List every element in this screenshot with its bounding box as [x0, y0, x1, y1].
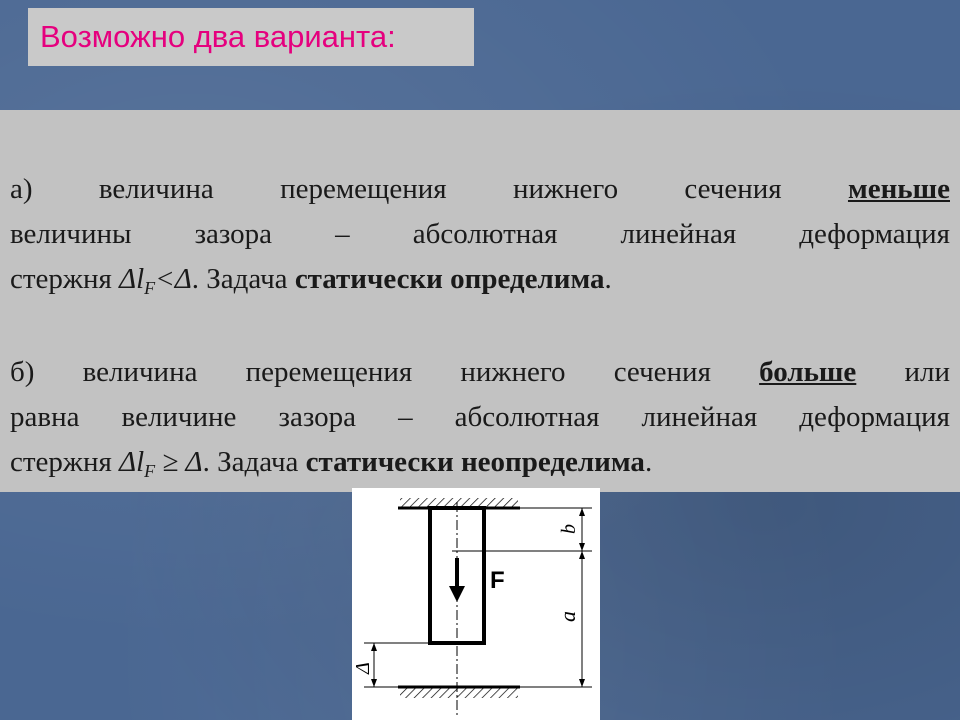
formula-tail: <Δ	[155, 263, 192, 295]
formula-subscript: F	[144, 461, 156, 481]
paragraph-b-text: стержня	[10, 446, 120, 478]
paragraph-b-text: .	[644, 446, 653, 478]
paragraph-b	[10, 350, 950, 494]
formula-delta-l: Δl	[119, 263, 145, 295]
paragraph-a	[10, 167, 950, 311]
keyword-more: больше	[759, 356, 857, 388]
paragraph-b-text: или	[856, 356, 950, 388]
formula-delta-l: Δl	[119, 446, 145, 478]
paragraph-a-line-3	[10, 257, 950, 311]
dimension-b-label: b	[558, 524, 580, 534]
paragraph-a-text: . Задача	[191, 263, 295, 295]
paragraph-b-text: . Задача	[202, 446, 306, 478]
conclusion-indeterminate: статически неопределима	[305, 446, 645, 478]
gap-label: Δ	[352, 662, 374, 674]
force-label: F	[490, 567, 505, 594]
paragraph-a-text: стержня	[10, 263, 120, 295]
conclusion-determinate: статически определима	[294, 263, 605, 295]
paragraph-b-text: б) величина перемещения нижнего сечения	[10, 356, 760, 388]
title-box	[28, 8, 474, 66]
paragraph-a-text: а) величина перемещения нижнего сечения	[10, 173, 848, 205]
rod-diagram-svg	[352, 488, 600, 720]
paragraph-b-line-2: равна величине зазора – абсолютная линейная деформация	[10, 401, 950, 433]
paragraph-b-line-1	[10, 350, 950, 395]
formula-subscript: F	[144, 278, 156, 298]
paragraph-a-line-2: величины зазора – абсолютная линейная деформация	[10, 218, 950, 250]
keyword-less: меньше	[847, 173, 950, 205]
dimension-a-label: a	[555, 611, 580, 622]
paragraph-a-text: .	[604, 263, 612, 295]
paragraph-b-line-3	[10, 440, 950, 494]
bottom-support	[398, 687, 520, 698]
dimension-gap	[364, 643, 432, 687]
slide-title: Возможно два варианта:	[40, 19, 396, 54]
rod-diagram	[352, 488, 600, 720]
force-arrow	[449, 558, 465, 602]
formula-tail: ≥ Δ	[155, 446, 203, 478]
paragraph-a-line-1	[10, 167, 950, 212]
